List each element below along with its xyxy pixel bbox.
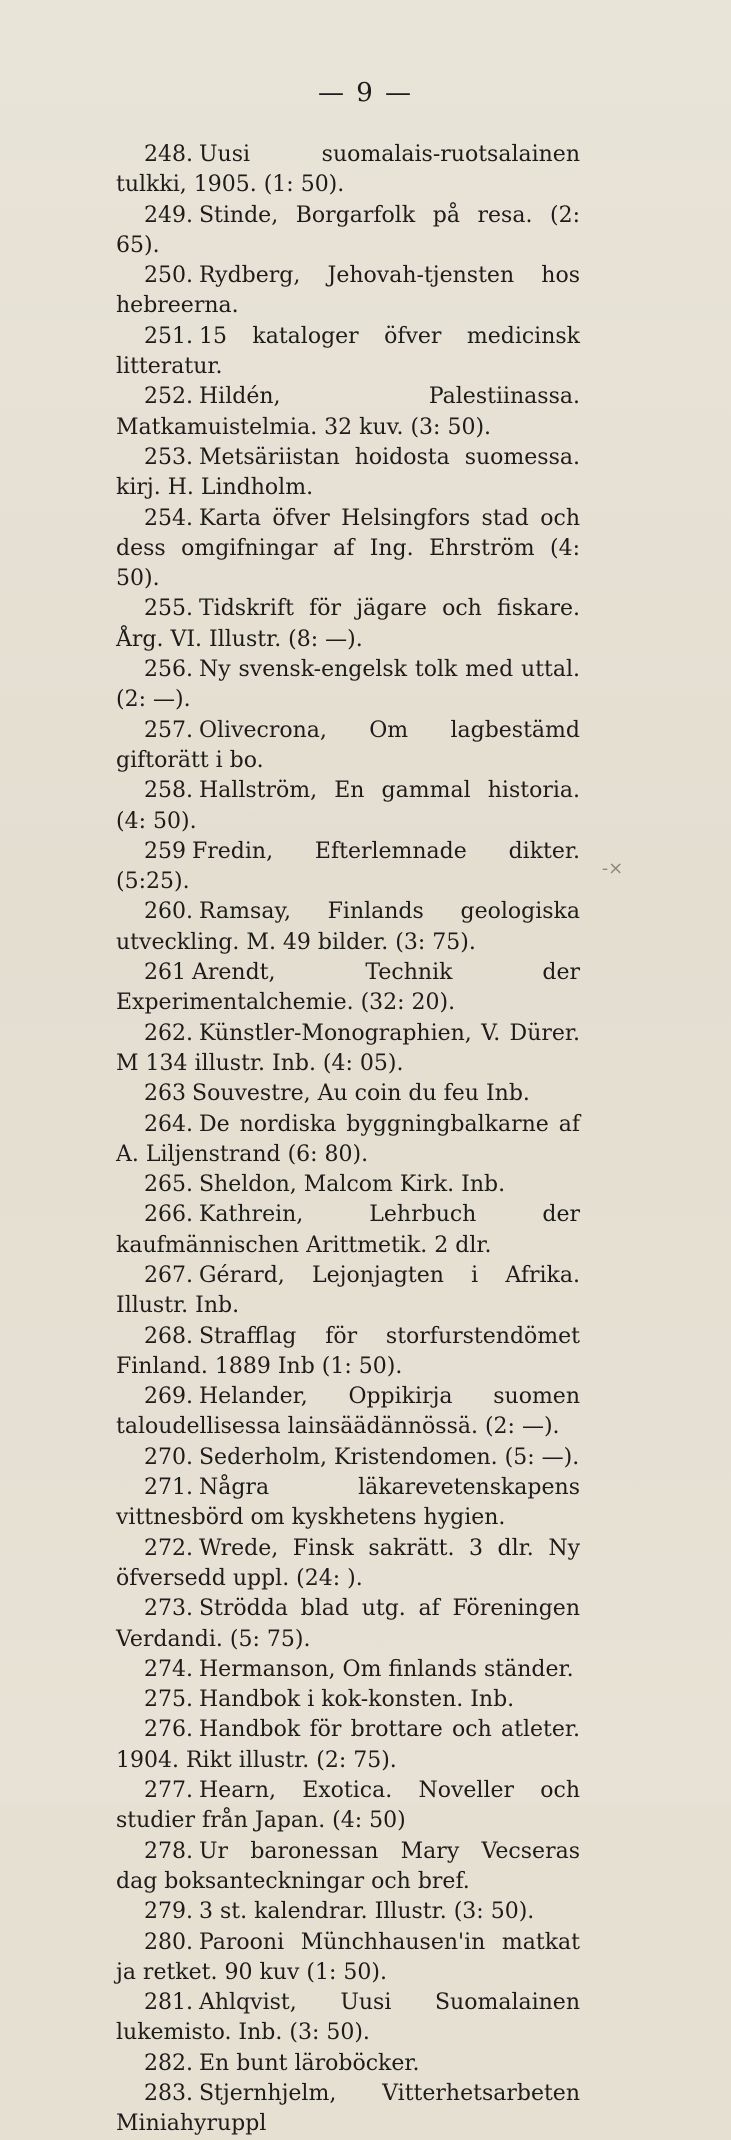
entry-number: 273. [144,1596,193,1622]
catalog-entry [116,1928,580,1989]
entry-text: Hermanson, Om finlands ständer. [198,1656,574,1682]
entry-number: 258. [144,778,193,804]
entry-text: Künstler-Monographien, V. Dürer. M 134 illustr. Inb. (4: 05). [116,1020,580,1076]
entry-number: 262. [144,1020,193,1046]
entry-number: 264. [144,1111,193,1137]
catalog-entry [116,382,580,443]
entry-text: Tidskrift för jägare och fiskare. Årg. VI. Illustr. (8: —). [116,596,580,652]
catalog-list [116,140,580,2140]
entry-number: 250. [144,263,193,289]
entry-text: Rydberg, Jehovah-tjensten hos hebreerna. [116,263,580,319]
catalog-entry [116,504,580,595]
catalog-entry [116,1261,580,1322]
entry-number: 276. [144,1717,193,1743]
catalog-entry [116,594,580,655]
entry-text: Parooni Münchhausen'in matkat ja retket. 90 kuv (1: 50). [116,1929,580,1985]
catalog-entry [116,1715,580,1776]
entry-text: De nordiska byggningbalkarne af A. Liljenstrand (6: 80). [116,1111,580,1167]
catalog-entry [116,1443,580,1473]
entry-text: Helander, Oppikirja suomen taloudellisessa lainsäädännössä. (2: —). [116,1384,580,1440]
catalog-entry [116,1594,580,1655]
catalog-entry [116,1655,580,1685]
catalog-entry [116,1170,580,1200]
entry-number: 280. [144,1929,193,1955]
entry-number: 277. [144,1778,193,1804]
entry-text: Strödda blad utg. af Föreningen Verdandi. (5: 75). [116,1596,580,1652]
entry-text: En bunt läroböcker. [198,2050,420,2076]
entry-text: 3 st. kalendrar. Illustr. (3: 50). [198,1899,535,1925]
entry-number: 252. [144,384,193,410]
entry-text: Hildén, Palestiinassa. Matkamuistelmia. 32 kuv. (3: 50). [116,384,580,440]
entry-text: Olivecrona, Om lagbestämd giftorätt i bo. [116,717,580,773]
entry-text: Ahlqvist, Uusi Suomalainen lukemisto. Inb. (3: 50). [116,1990,580,2046]
catalog-entry [116,716,580,777]
entry-number: 255. [144,596,193,622]
entry-number: 259 [144,838,186,864]
catalog-entry [116,897,580,958]
entry-number: 283. [144,2081,193,2106]
catalog-entry [116,1322,580,1383]
catalog-entry [116,140,580,201]
entry-number: 279. [144,1899,193,1925]
catalog-entry [116,1897,580,1927]
entry-text: Stjernhjelm, Vitterhetsarbeten Miniahyruppl [116,2081,580,2137]
entry-number: 254. [144,505,193,531]
catalog-entry [116,2079,580,2140]
entry-number: 253. [144,444,193,470]
catalog-entry [116,1534,580,1595]
entry-number: 278. [144,1838,193,1864]
catalog-entry [116,1079,580,1109]
catalog-entry [116,1110,580,1171]
entry-text: 15 kataloger öfver medicinsk litteratur. [116,323,580,380]
catalog-entry [116,1200,580,1261]
entry-number: 248. [144,142,193,167]
entry-number: 267. [144,1262,193,1288]
catalog-entry [116,1685,580,1715]
entry-number: 257. [144,717,193,743]
entry-number: 261 [144,960,186,986]
entry-text: Metsäriistan hoidosta suomessa. kirj. H. Lindholm. [116,444,580,501]
entry-number: 266. [144,1202,193,1228]
catalog-entry [116,958,580,1019]
entry-text: Handbok i kok-konsten. Inb. [198,1687,515,1713]
entry-text: Hallström, En gammal historia. (4: 50). [116,778,580,834]
catalog-entry [116,443,580,504]
entry-text: Gérard, Lejonjagten i Afrika. Illustr. Inb. [116,1262,580,1319]
catalog-entry [116,322,580,383]
entry-text: Hearn, Exotica. Noveller och studier från Japan. (4: 50) [116,1778,580,1834]
entry-text: Några läkarevetenskapens vittnesbörd om kyskhetens hygien. [116,1475,580,1531]
entry-text: Wrede, Finsk sakrätt. 3 dlr. Ny öfversedd uppl. (24: ). [116,1535,580,1591]
entry-text: Uusi suomalais-ruotsalainen tulkki, 1905. (1: 50). [116,142,580,198]
entry-text: Sederholm, Kristendomen. (5: —). [198,1444,580,1470]
catalog-entry [116,1382,580,1443]
catalog-entry [116,1837,580,1898]
entry-number: 282. [144,2050,193,2076]
page-number: — 9 — [317,78,414,108]
entry-number: 275. [144,1687,193,1713]
catalog-entry [116,2049,580,2079]
catalog-entry [116,201,580,262]
entry-text: Handbok för brottare och atleter. 1904. Rikt illustr. (2: 75). [116,1717,580,1773]
entry-text: Sheldon, Malcom Kirk. Inb. [198,1172,506,1198]
entry-number: 265. [144,1172,193,1198]
catalog-entry [116,1019,580,1080]
entry-number: 272. [144,1535,193,1561]
entry-number: 260. [144,899,193,925]
catalog-entry [116,1776,580,1837]
catalog-entry [116,261,580,322]
entry-text: Kathrein, Lehrbuch der kaufmännischen Arittmetik. 2 dlr. [116,1202,580,1258]
entry-text: Ur baronessan Mary Vecseras dag boksanteckningar och bref. [116,1838,580,1894]
entry-text: Karta öfver Helsingfors stad och dess omgifningar af Ing. Ehrström (4: 50). [116,505,580,592]
margin-mark: -× [602,858,624,879]
entry-number: 269. [144,1384,193,1410]
entry-text: Stinde, Borgarfolk på resa. (2: 65). [116,202,580,258]
entry-number: 281. [144,1990,193,2016]
entry-text: Ramsay, Finlands geologiska utveckling. M. 49 bilder. (3: 75). [116,899,580,955]
entry-text: Strafflag för storfurstendömet Finland. 1889 Inb (1: 50). [116,1323,580,1379]
entry-number: 249. [144,202,193,228]
entry-number: 251. [144,323,193,349]
catalog-entry [116,1473,580,1534]
entry-text: Souvestre, Au coin du feu Inb. [192,1081,530,1107]
entry-number: 271. [144,1475,193,1501]
entry-number: 274. [144,1656,193,1682]
entry-number: 270. [144,1444,193,1470]
entry-text: Fredin, Efterlemnade dikter. (5:25). [116,838,580,895]
entry-number: 268. [144,1323,193,1349]
entry-text: Arendt, Technik der Experimentalchemie. (32: 20). [116,960,580,1016]
entry-number: 263 [144,1081,186,1107]
entry-text: Ny svensk-engelsk tolk med uttal. (2: —). [116,657,580,713]
catalog-entry [116,776,580,837]
entry-number: 256. [144,657,193,683]
catalog-entry [116,837,580,898]
catalog-entry [116,655,580,716]
catalog-entry [116,1988,580,2049]
